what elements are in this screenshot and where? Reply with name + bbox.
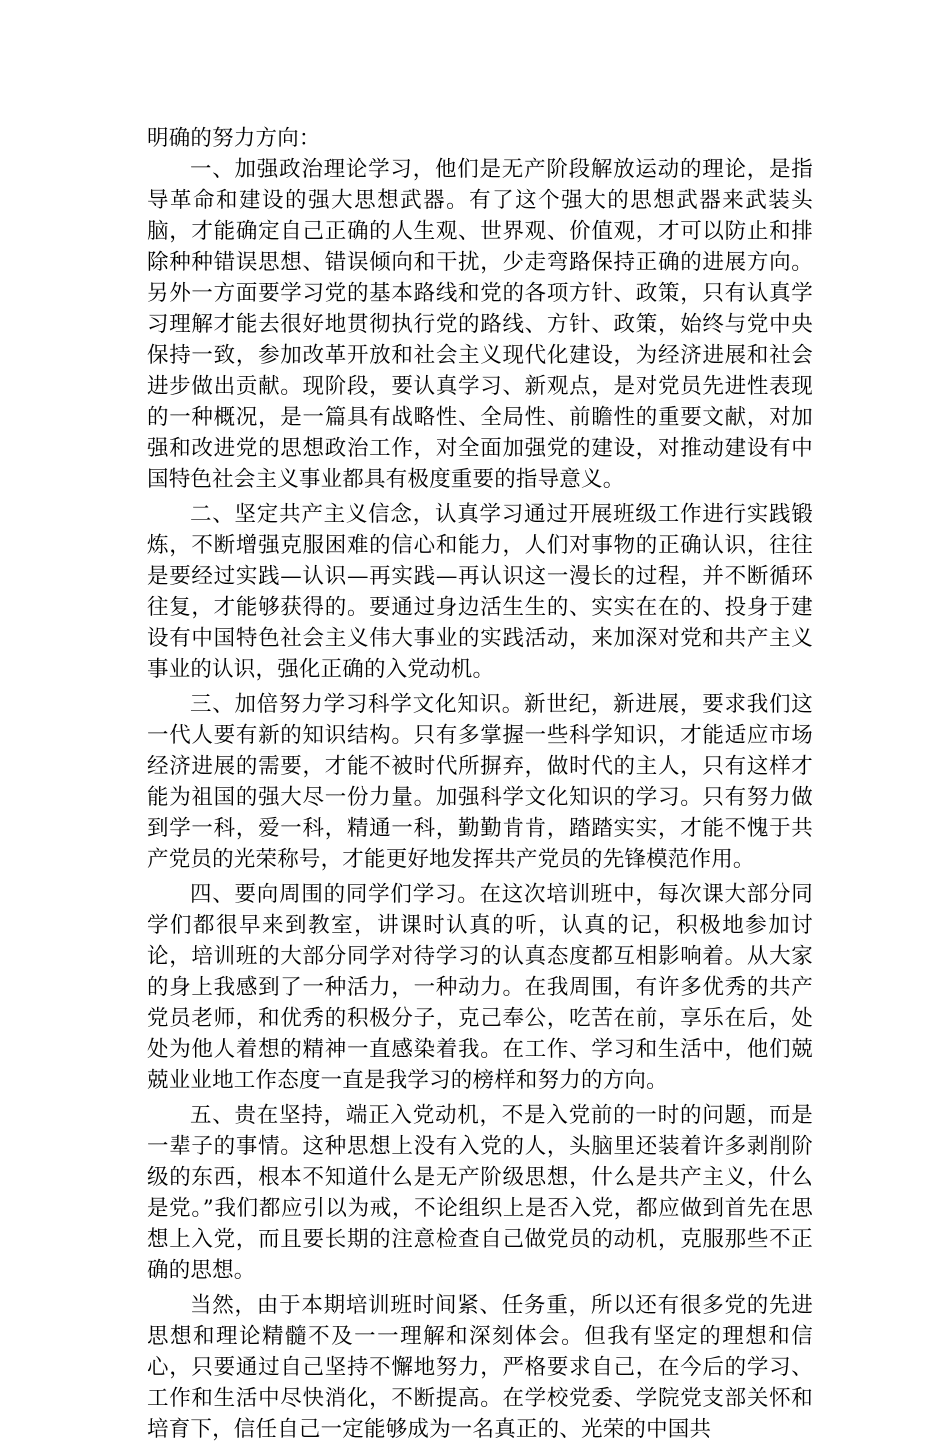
paragraph-point-1: 一、加强政治理论学习，他们是无产阶段解放运动的理论，是指导革命和建设的强大思想武器。有了这个强大的思想武器来武装头脑，才能确定自己正确的人生观、世界观、价值观，才可以防止和排除种种错误思想、错误倾向和干扰，少走弯路保持正确的进展方向。另外一方面要学习党的基本路线和党的各项方针、政策，只有认真学习理解才能去很好地贯彻执行党的路线、方针、政策，始终与党中央保持一致，参加改革开放和社会主义现代化建设，为经济进展和社会进步做出贡献。现阶段，要认真学习、新观点，是对党员先进性表现的一种概况，是一篇具有战略性、全局性、前瞻性的重要文献，对加强和改进党的思想政治工作，对全面加强党的建设，对推动建设有中国特色社会主义事业都具有极度重要的指导意义。	[147, 157, 813, 492]
paragraph-point-2: 二、坚定共产主义信念，认真学习通过开展班级工作进行实践锻炼，不断增强克服困难的信心和能力，人们对事物的正确认识，往往是要经过实践—认识—再实践—再认识这一漫长的过程，并不断循环往复，才能够获得的。要通过身边活生生的、实实在在的、投身于建设有中国特色社会主义伟大事业的实践活动，来加深对党和共产主义事业的认识，强化正确的入党动机。	[147, 502, 813, 682]
paragraph-point-4: 四、要向周围的同学们学习。在这次培训班中，每次课大部分同学们都很早来到教室，讲课时认真的听，认真的记，积极地参加讨论，培训班的大部分同学对待学习的认真态度都互相影响着。从大家的身上我感到了一种活力，一种动力。在我周围，有许多优秀的共产党员老师，和优秀的积极分子，克己奉公，吃苦在前，享乐在后，处处为他人着想的精神一直感染着我。在工作、学习和生活中，他们兢兢业业地工作态度一直是我学习的榜样和努力的方向。	[147, 882, 813, 1093]
paragraph-intro: 明确的努力方向：	[147, 126, 321, 151]
paragraph-conclusion: 当然，由于本期培训班时间紧、任务重，所以还有很多党的先进思想和理论精髓不及一一理解和深刻体会。但我有坚定的理想和信心，只要通过自己坚持不懈地努力，严格要求自己，在今后的学习、工作和生活中尽快消化，不断提高。在学校党委、学院党支部关怀和培育下，信任自己一定能够成为一名真正的、光荣的中国共	[147, 1293, 813, 1442]
paragraph-point-5: 五、贵在坚持，端正入党动机，不是入党前的一时的问题，而是一辈子的事情。这种思想上没有入党的人，头脑里还装着许多剥削阶级的东西，根本不知道什么是无产阶级思想，什么是共产主义，什么是党。”我们都应引以为戒，不论组织上是否入党，都应做到首先在思想上入党，而且要长期的注意检查自己做党员的动机，克服那些不正确的思想。	[147, 1103, 813, 1283]
paragraph-point-3: 三、加倍努力学习科学文化知识。新世纪，新进展，要求我们这一代人要有新的知识结构。只有多掌握一些科学知识，才能适应市场经济进展的需要，才能不被时代所摒弃，做时代的主人，只有这样才能为祖国的强大尽一份力量。加强科学文化知识的学习。只有努力做到学一科，爱一科，精通一科，勤勤肯肯，踏踏实实，才能不愧于共产党员的光荣称号，才能更好地发挥共产党员的先锋模范作用。	[147, 692, 813, 872]
document-page	[147, 123, 813, 1445]
